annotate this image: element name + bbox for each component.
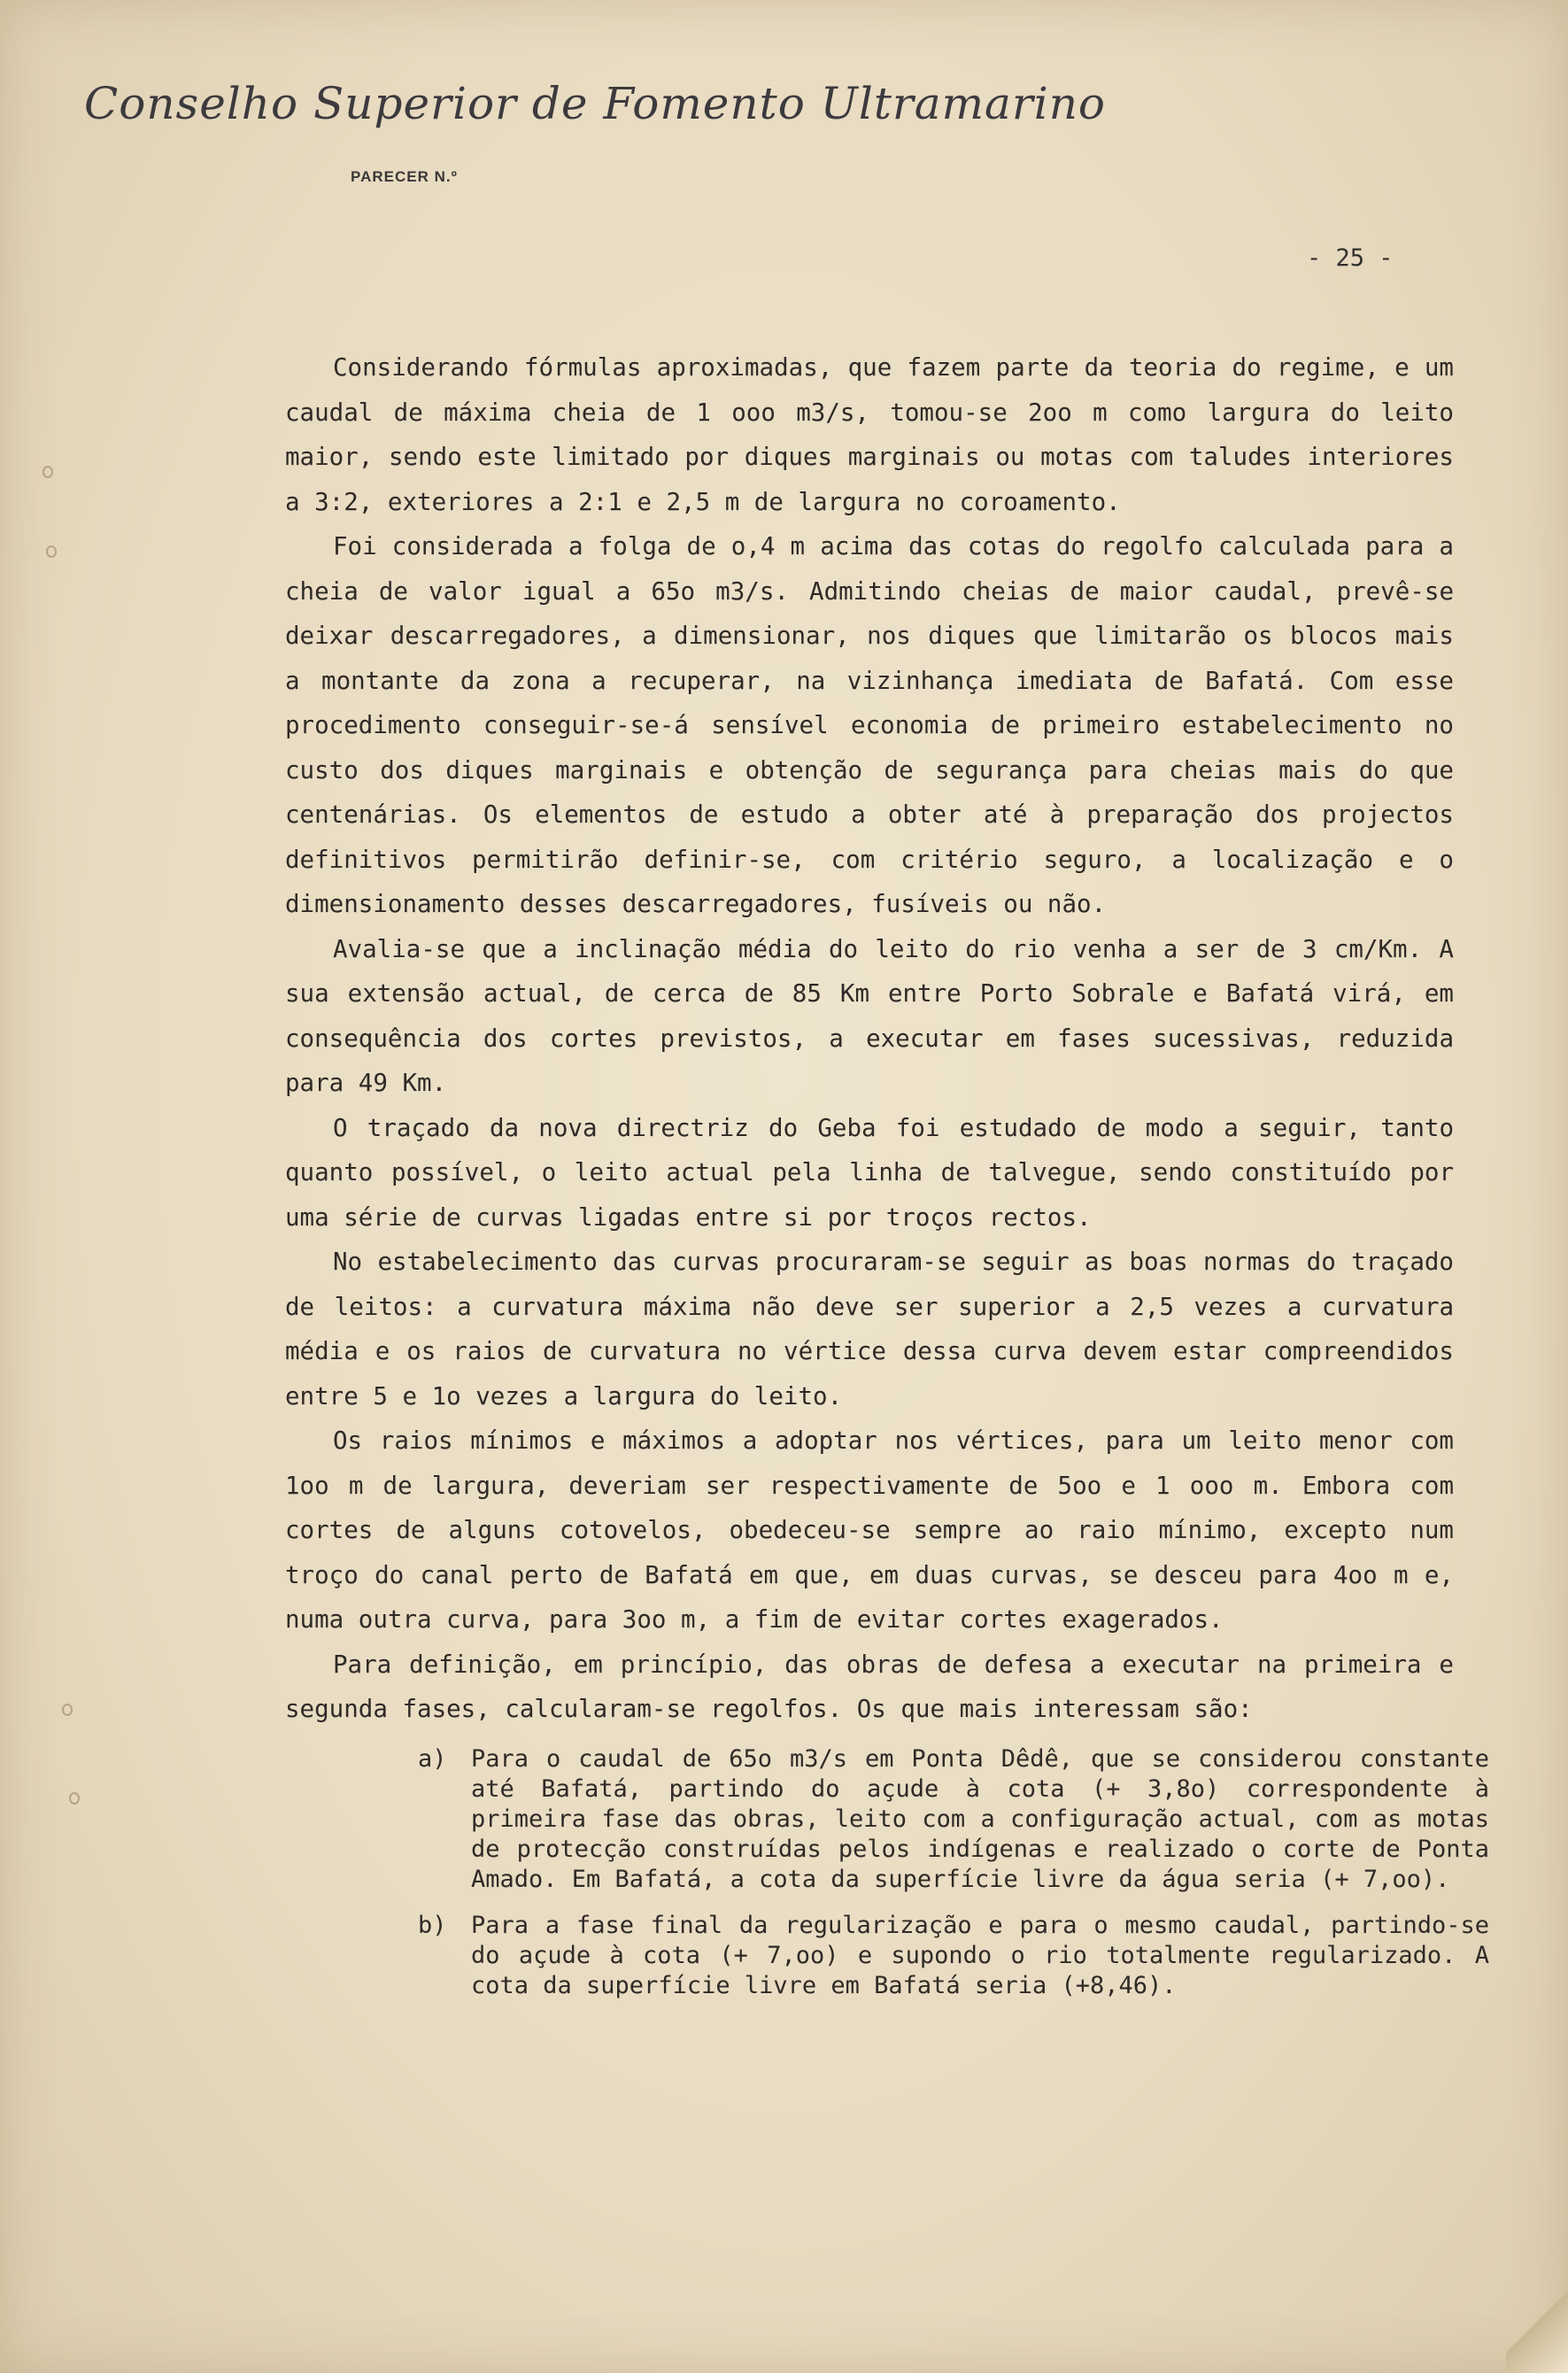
folded-corner: [1506, 2267, 1568, 2373]
body-text: [285, 345, 1454, 1732]
list-item-text: Para o caudal de 65o m3/s em Ponta Dêdê, que se considerou constante até Bafatá, partindo do açude à cota (+ 3,8o) correspondente à primeira fase das obras, leito com a configuração actual, com as motas de protecção construídas pelos indígenas e realizado o corte de Ponta Amado. Em Bafatá, a cota da superfície livre da água seria (+ 7,oo).: [471, 1745, 1489, 1893]
item-list: [418, 1744, 1489, 2017]
paragraph: Os raios mínimos e máximos a adoptar nos vértices, para um leito menor com 1oo m de largura, deveriam ser respectivamente de 5oo e 1 ooo m. Embora com cortes de alguns cotovelos, obedeceu-se sempre ao raio mínimo, excepto num troço do canal perto de Bafatá em que, em duas curvas, se desceu para 4oo m e, numa outra curva, para 3oo m, a fim de evitar cortes exagerados.: [285, 1426, 1454, 1634]
paragraph: Avalia-se que a inclinação média do leito do rio venha a ser de 3 cm/Km. A sua extensão actual, de cerca de 85 Km entre Porto Sobrale e Bafatá virá, em consequência dos cortes previstos, a executar em fases sucessivas, reduzida para 49 Km.: [285, 934, 1454, 1097]
list-item: [418, 1744, 1489, 1895]
punch-hole: [69, 1792, 80, 1805]
punch-hole: [46, 545, 57, 558]
paragraph: Foi considerada a folga de o,4 m acima das cotas do regolfo calculada para a cheia de valor igual a 65o m3/s. Admitindo cheias de maior caudal, prevê-se deixar descarregadores, a dimensionar, nos diques que limitarão os blocos mais a montante da zona a recuperar, na vizinhança imediata de Bafatá. Com esse procedimento conseguir-se-á sensível economia de primeiro estabelecimento no custo dos diques marginais e obtenção de segurança para cheias mais do que centenárias. Os elementos de estudo a obter até à preparação dos projectos definitivos permitirão definir-se, com critério seguro, a localização e o dimensionamento desses descarregadores, fusíveis ou não.: [285, 532, 1454, 918]
letterhead-title: Conselho Superior de Fomento Ultramarino: [84, 78, 1107, 129]
paragraph: O traçado da nova directriz do Geba foi estudado de modo a seguir, tanto quanto possível, o leito actual pela linha de talvegue, sendo constituído por uma série de curvas ligadas entre si por troços rectos.: [285, 1113, 1454, 1232]
paragraph: Considerando fórmulas aproximadas, que fazem parte da teoria do regime, e um caudal de máxima cheia de 1 ooo m3/s, tomou-se 2oo m como largura do leito maior, sendo este limitado por diques marginais ou motas com taludes interiores a 3:2, exteriores a 2:1 e 2,5 m de largura no coroamento.: [285, 353, 1454, 516]
paragraph: No estabelecimento das curvas procuraram-se seguir as boas normas do traçado de leitos: a curvatura máxima não deve ser superior a 2,5 vezes a curvatura média e os raios de curvatura no vértice dessa curva devem estar compreendidos entre 5 e 1o vezes a largura do leito.: [285, 1248, 1454, 1411]
punch-hole: [42, 466, 53, 478]
parecer-label: PARECER N.º: [351, 168, 458, 185]
list-item-text: Para a fase final da regularização e para o mesmo caudal, partindo-se do açude à cota (+ 7,oo) e supondo o rio totalmente regularizado. A cota da superfície livre em Bafatá seria (+8,46).: [471, 1912, 1489, 1999]
list-item-label: a): [418, 1745, 447, 1773]
list-item-label: b): [418, 1912, 447, 1939]
page-number: - 25 -: [1307, 244, 1394, 272]
punch-hole: [62, 1704, 73, 1716]
paragraph: Para definição, em princípio, das obras de defesa a executar na primeira e segunda fases, calcularam-se regolfos. Os que mais interessam são:: [285, 1650, 1454, 1723]
list-item: [418, 1911, 1489, 2001]
